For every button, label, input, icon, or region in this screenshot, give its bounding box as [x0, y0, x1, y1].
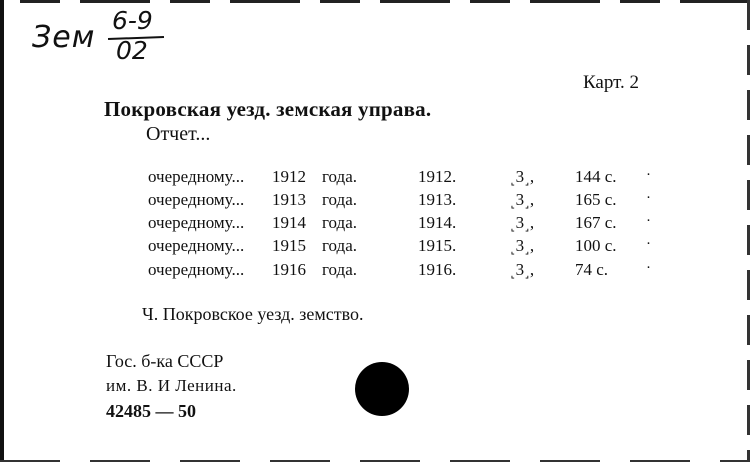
- entry-mark: ·: [646, 190, 651, 206]
- entry-word: года.: [322, 236, 358, 255]
- entry-imprint-year: 1912.: [418, 167, 457, 186]
- library-stamp-line-2: им. В. И Ленина.: [106, 376, 237, 395]
- library-stamp-line-1: Гос. б-ка СССР: [106, 351, 224, 371]
- punch-hole: [355, 362, 409, 416]
- entry-year: 1912: [272, 167, 306, 186]
- entry-format: ˻3˼,: [510, 213, 535, 232]
- entry-year: 1914: [272, 213, 306, 232]
- entry-imprint-year: 1916.: [418, 260, 457, 279]
- handwritten-numerator: 6-9: [112, 6, 153, 35]
- entry-row: [0, 167, 750, 191]
- entry-row: [0, 236, 750, 260]
- tracing-note: Ч. Покровское уезд. земство.: [142, 304, 364, 324]
- entry-mark: ·: [646, 167, 651, 183]
- entry-year: 1913: [272, 190, 306, 209]
- entry-pages: 74 с.: [575, 260, 609, 279]
- entry-pages: 100 с.: [575, 236, 617, 255]
- entry-prefix: очередному...: [148, 260, 245, 279]
- entry-row: [0, 260, 750, 284]
- card-subtitle: Отчет...: [146, 123, 211, 145]
- handwritten-denominator: 02: [116, 36, 148, 65]
- entry-mark: ·: [646, 236, 651, 252]
- entry-prefix: очередному...: [148, 236, 245, 255]
- entry-year: 1916: [272, 260, 306, 279]
- entry-format: ˻3˼,: [510, 236, 535, 255]
- entry-imprint-year: 1913.: [418, 190, 457, 209]
- entry-pages: 167 с.: [575, 213, 617, 232]
- entry-word: года.: [322, 167, 358, 186]
- entry-pages: 165 с.: [575, 190, 617, 209]
- handwritten-shelfmark: Зем: [32, 20, 96, 55]
- entry-year: 1915: [272, 236, 306, 255]
- entry-word: года.: [322, 190, 358, 209]
- entry-imprint-year: 1914.: [418, 213, 457, 232]
- entry-row: [0, 213, 750, 237]
- entry-word: года.: [322, 260, 358, 279]
- card-number: Карт. 2: [583, 72, 639, 93]
- entry-prefix: очередному...: [148, 190, 245, 209]
- entry-format: ˻3˼,: [510, 260, 535, 279]
- entry-imprint-year: 1915.: [418, 236, 457, 255]
- card-title: Покровская уезд. земская управа.: [104, 97, 432, 121]
- entry-format: ˻3˼,: [510, 190, 535, 209]
- entry-prefix: очередному...: [148, 213, 245, 232]
- entry-pages: 144 с.: [575, 167, 617, 186]
- entry-mark: ·: [646, 213, 651, 229]
- card-edge-top: [20, 0, 750, 3]
- entry-mark: ·: [646, 260, 651, 276]
- entry-word: года.: [322, 213, 358, 232]
- entry-row: [0, 190, 750, 214]
- entry-format: ˻3˼,: [510, 167, 535, 186]
- entry-prefix: очередному...: [148, 167, 245, 186]
- library-stamp-line-3: 42485 — 50: [106, 401, 196, 421]
